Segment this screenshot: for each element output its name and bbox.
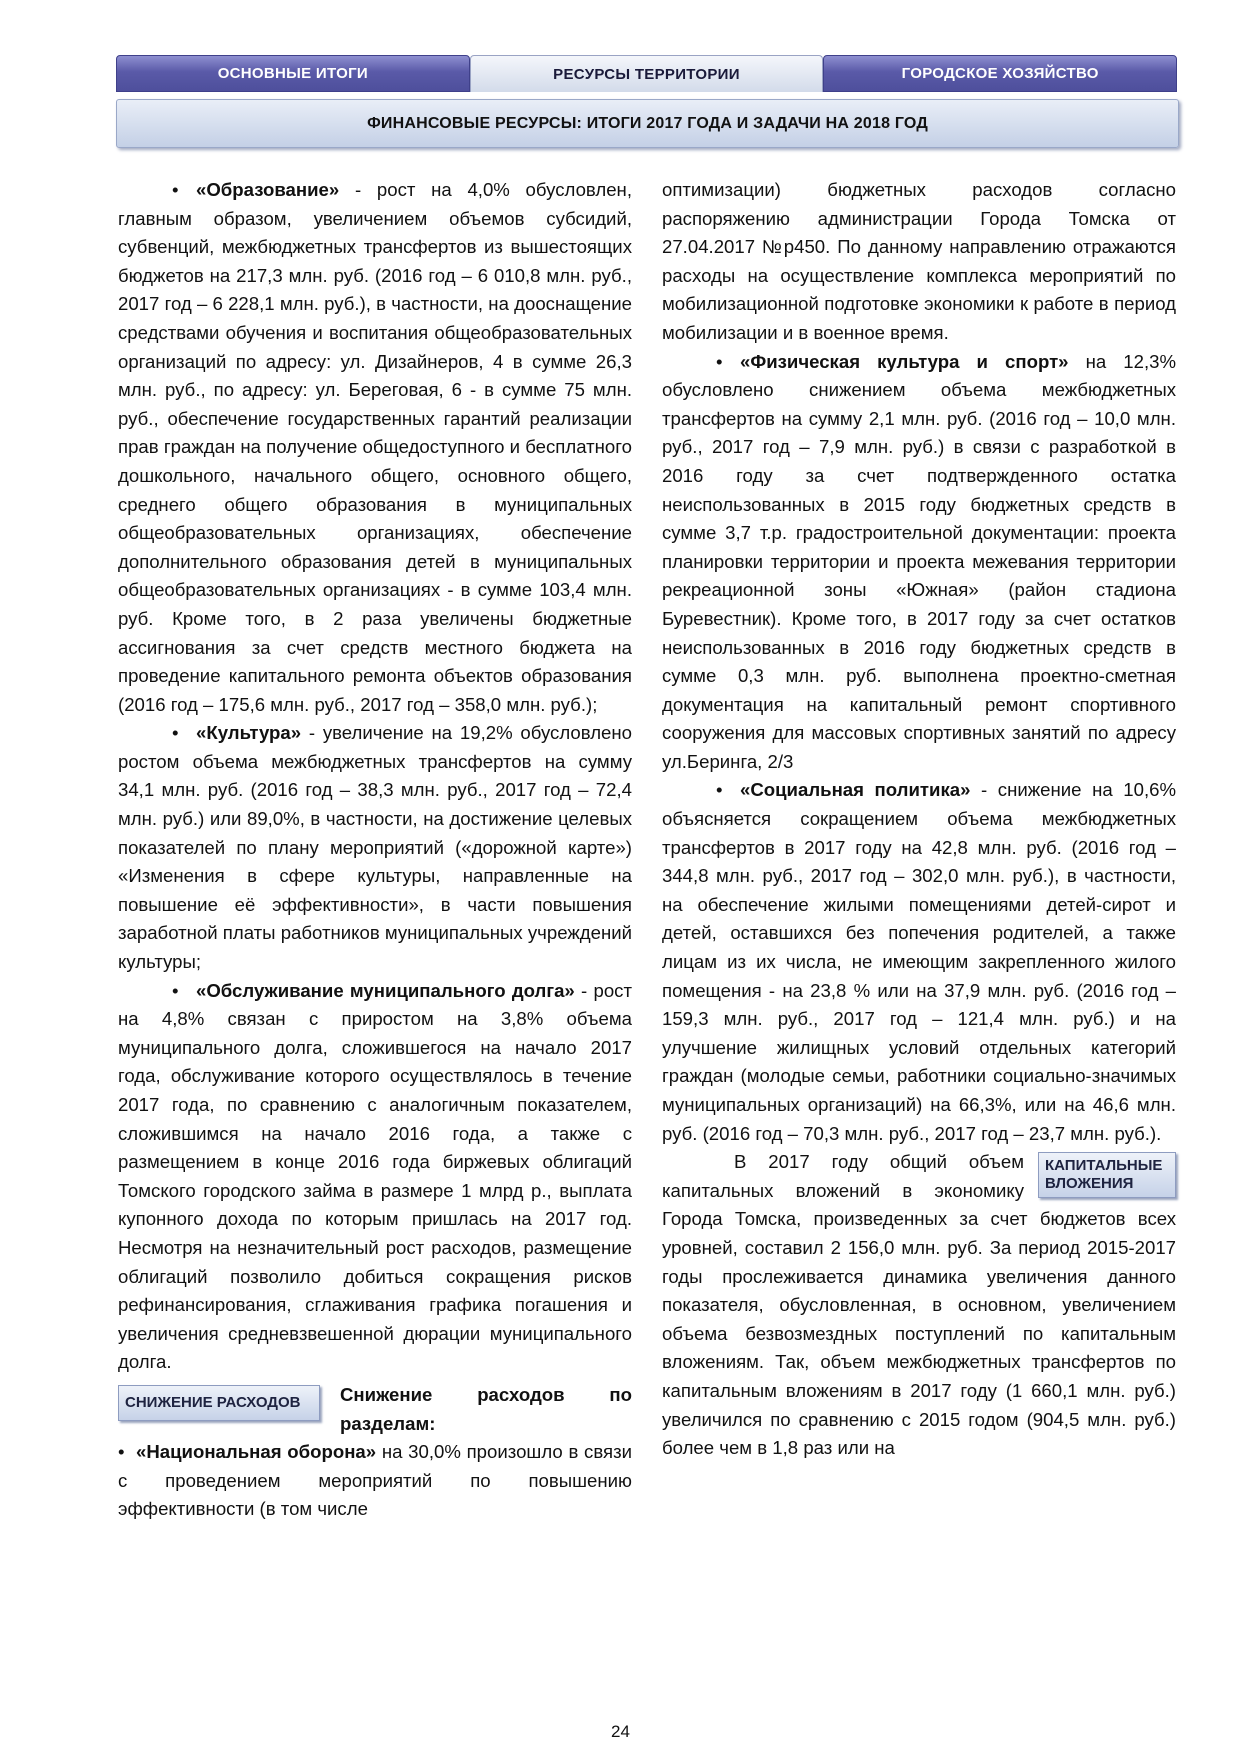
paragraph-education (118, 176, 632, 719)
bullet-icon: • (172, 722, 179, 744)
section-nav (116, 55, 1177, 92)
bullet-icon: • (118, 1441, 125, 1463)
item-text: на 12,3% обусловлено снижением объема межбюджетных трансфертов на сумму 2,1 млн. руб. (2016 год – 10,0 млн. руб., 2017 год – 7,9 млн. руб.) в связи с разработкой в 2016 году за счет подтвержденного остатка неиспользованных в 2015 году бюджетных средств в сумме 3,7 т.р. градостроительной документации: проекта планировки территории и проекта межевания территории рекреационной зоны «Южная» (район стадиона Буревестник). Кроме того, в 2017 году за счет остатков неиспользованных в 2016 году бюджетных средств в сумме 0,3 млн. руб. выполнена проектно-сметная документация на капитальный ремонт спортивного сооружения для массовых спортивных занятий по адресу ул.Беринга, 2/3 (662, 350, 1176, 772)
paragraph-debt-service (118, 977, 632, 1377)
label-expense-reduction: СНИЖЕНИЕ РАСХОДОВ (118, 1385, 320, 1421)
paragraph-sport (662, 348, 1176, 777)
bullet-icon: • (716, 350, 723, 372)
paragraph-social-policy (662, 776, 1176, 1148)
bullet-icon: • (172, 179, 179, 200)
item-title: «Образование» (196, 179, 340, 200)
item-text: на 30,0% произошло в связи с проведением мероприятий по повышению эффективности (в том числе (118, 1441, 632, 1520)
page-number: 24 (611, 1722, 630, 1741)
tab-city-economy[interactable]: ГОРОДСКОЕ ХОЗЯЙСТВО (823, 55, 1177, 92)
paragraph-culture (118, 719, 632, 976)
tab-main-results[interactable]: ОСНОВНЫЕ ИТОГИ (116, 55, 470, 92)
left-column (118, 176, 632, 1524)
item-text: - снижение на 10,6% объясняется сокращением объема межбюджетных трансфертов в 2017 году на 42,8 млн. руб. (2016 год – 344,8 млн. руб., 2017 год – 302,0 млн. руб.), в частности, на обеспечение жилыми помещениями детей-сирот и детей, оставшихся без попечения родителей, а также лицам из их числа, не имеющим закрепленного жилого помещения - на 23,8 % или на 37,9 млн. руб. (2016 год – 159,3 млн. руб., 2017 год – 121,4 млн. руб.) и на улучшение жилищных условий отдельных категорий граждан (молодые семьи, работники социально-значимых муниципальных организаций) на 66,3%, или на 46,6 млн. руб. (2016 год – 70,3 млн. руб., 2017 год – 23,7 млн. руб.). (662, 779, 1176, 1144)
right-column (662, 176, 1176, 1463)
item-title: «Обслуживание муниципального долга» (196, 979, 575, 1001)
item-title: «Национальная оборона» (136, 1441, 377, 1463)
bullet-icon: • (716, 779, 723, 801)
reduction-heading: Снижение расходов по разделам: (340, 1383, 632, 1434)
item-title: «Культура» (196, 722, 302, 744)
label-capital-investments: КАПИТАЛЬНЫЕ ВЛОЖЕНИЯ (1038, 1152, 1176, 1198)
item-text: - рост на 4,8% связан с приростом на 3,8% объема муниципального долга, сложившегося на начало 2017 года, обслуживание которого осуществлялось в течение 2017 года, по сравнению с аналогичным показателем, сложившимся на начало 2016 года, а также с размещением в конце 2016 года биржевых облигаций Томского городского займа в размере 1 млрд р., выплата купонного дохода по которым пришлась на 2017 год. Несмотря на незначительный рост расходов, размещение облигаций позволило добиться сокращения рисков рефинансирования, сглаживания графика погашения и увеличения средневзвешенной дюрации муниципального долга. (118, 979, 632, 1373)
paragraph-capital-investments: В 2017 году общий объем капитальных вложений в экономику Города Томска, произведенных за счет бюджетов всех уровней, составил 2 156,0 млн. руб. За период 2015-2017 годы прослеживается динамика увеличения данного показателя, обусловленная, в основном, увеличением объема безвозмездных поступлений по капитальным вложениям. Так, объем межбюджетных трансфертов по капитальным вложениям в 2017 году (1 660,1 млн. руб.) увеличился по сравнению с 2015 годом (904,5 млн. руб.) более чем в 1,8 раз или на (662, 1151, 1176, 1459)
paragraph-defense-continued: оптимизации) бюджетных расходов согласно распоряжению администрации Города Томска от 27.04.2017 №р450. По данному направлению отражаются расходы на осуществление комплекса мероприятий по мобилизационной подготовке экономики к работе в период мобилизации и в военное время. (662, 179, 1176, 343)
bullet-icon: • (172, 979, 179, 1001)
section-title: ФИНАНСОВЫЕ РЕСУРСЫ: ИТОГИ 2017 ГОДА И ЗАДАЧИ НА 2018 ГОД (116, 99, 1179, 148)
item-text: - рост на 4,0% обусловлен, главным образом, увеличением объемов субсидий, субвенций, межбюджетных трансфертов из вышестоящих бюджетов на 217,3 млн. руб. (2016 год – 6 010,8 млн. руб., 2017 год – 6 228,1 млн. руб.), в частности, на дооснащение средствами обучения и воспитания общеобразовательных организаций по адресу: ул. Дизайнеров, 4 в сумме 26,3 млн. руб., по адресу: ул. Береговая, 6 - в сумме 75 млн. руб., обеспечение государственных гарантий реализации прав граждан на получение общедоступного и бесплатного дошкольного, начального общего, основного общего, среднего общего образования в муниципальных общеобразовательных организациях, обеспечение дополнительного образования детей в муниципальных общеобразовательных организациях - в сумме 103,4 млн. руб. Кроме того, в 2 раза увеличены бюджетные ассигнования за счет средств местного бюджета на проведение капитального ремонта объектов образования (2016 год – 175,6 млн. руб., 2017 год – 358,0 млн. руб.); (118, 179, 632, 715)
paragraph-defense (118, 1438, 632, 1524)
item-text: - увеличение на 19,2% обусловлено ростом объема межбюджетных трансфертов на сумму 34,1 млн. руб. (2016 год – 38,3 млн. руб., 2017 год – 72,4 млн. руб.) или 89,0%, в частности, на достижение целевых показателей по плану мероприятий («дорожной карте») «Изменения в сфере культуры, направленные на повышение её эффективности», в части повышения заработной платы работников муниципальных учреждений культуры; (118, 722, 633, 973)
item-title: «Социальная политика» (740, 779, 971, 801)
item-title: «Физическая культура и спорт» (740, 350, 1069, 372)
tab-territory-resources[interactable]: РЕСУРСЫ ТЕРРИТОРИИ (470, 55, 824, 92)
